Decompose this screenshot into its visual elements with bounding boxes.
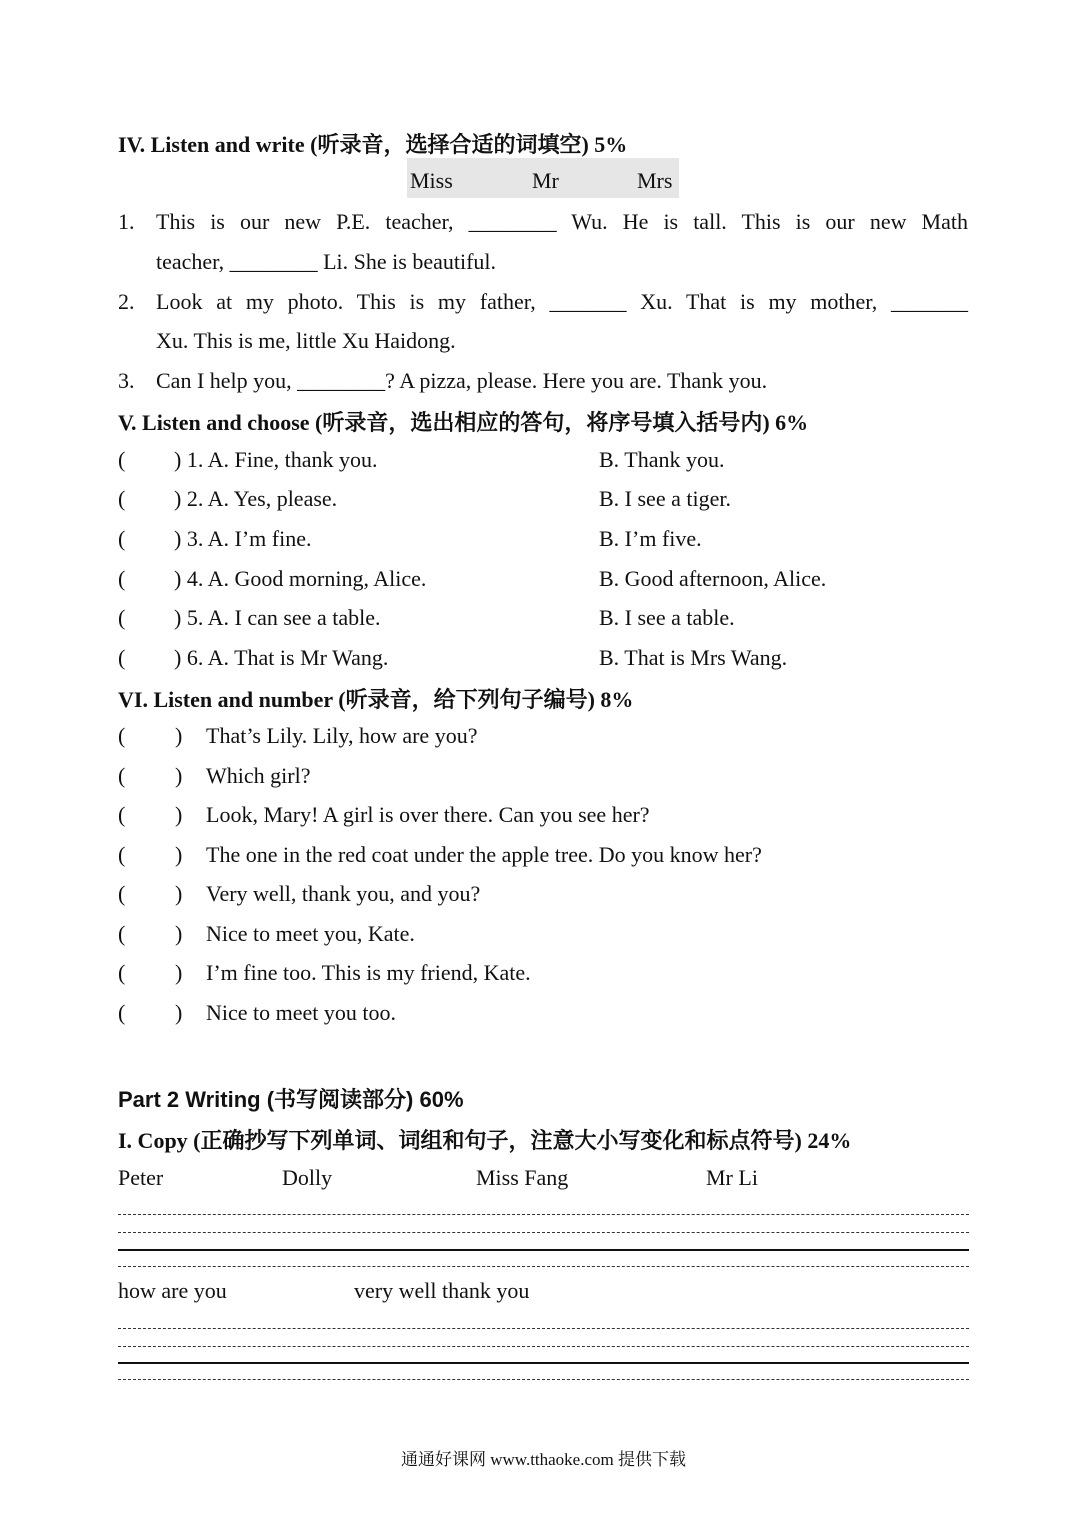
answer-paren: ( <box>118 566 126 591</box>
option-b: B. I see a tiger. <box>599 486 731 511</box>
option-a: ) 6. A. That is Mr Wang. <box>174 645 389 670</box>
section-iv-heading: IV. Listen and write (听录音，选择合适的词填空) 5% <box>118 132 628 157</box>
sentence: Look, Mary! A girl is over there. Can you see her? <box>206 802 650 827</box>
answer-paren-close: ) <box>175 960 183 985</box>
answer-paren-open: ( <box>118 1000 126 1025</box>
sentence: Very well, thank you, and you? <box>206 881 481 906</box>
answer-paren: ( <box>118 526 126 551</box>
option-a: ) 1. A. Fine, thank you. <box>174 447 378 472</box>
writing-baseline <box>118 1249 969 1251</box>
answer-paren-close: ) <box>175 842 183 867</box>
answer-paren-open: ( <box>118 723 126 748</box>
question-number: 2. <box>118 289 135 314</box>
answer-paren-open: ( <box>118 960 126 985</box>
word-bank-word: Mr <box>532 168 559 193</box>
writing-line-dashed <box>118 1214 969 1215</box>
option-b: B. Good afternoon, Alice. <box>599 566 827 591</box>
question-number: 3. <box>118 368 135 393</box>
sentence: I’m fine too. This is my friend, Kate. <box>206 960 531 985</box>
sentence: Nice to meet you too. <box>206 1000 397 1025</box>
answer-paren-open: ( <box>118 921 126 946</box>
copy-phrase: very well thank you <box>354 1278 530 1303</box>
word-bank <box>407 158 679 198</box>
option-a: ) 5. A. I can see a table. <box>174 605 381 630</box>
answer-paren-close: ) <box>175 802 183 827</box>
copy-phrase: how are you <box>118 1278 227 1303</box>
answer-paren-close: ) <box>175 723 183 748</box>
question-text: Can I help you, ________? A pizza, please. Here you are. Thank you. <box>156 368 768 393</box>
section-v-heading: V. Listen and choose (听录音，选出相应的答句，将序号填入括号内) 6% <box>118 410 809 435</box>
answer-paren-close: ) <box>175 1000 183 1025</box>
answer-paren-open: ( <box>118 842 126 867</box>
answer-paren-open: ( <box>118 881 126 906</box>
writing-line-dashed <box>118 1379 969 1380</box>
question-text: This is our new P.E. teacher, ________ Wu. He is tall. This is our new Math <box>156 209 968 234</box>
question-text: teacher, ________ Li. She is beautiful. <box>156 249 497 274</box>
option-a: ) 4. A. Good morning, Alice. <box>174 566 427 591</box>
footer-credit: 通通好课网 www.tthaoke.com 提供下载 <box>400 1450 687 1469</box>
answer-paren: ( <box>118 645 126 670</box>
sentence: That’s Lily. Lily, how are you? <box>206 723 478 748</box>
question-text: Look at my photo. This is my father, _______ Xu. That is my mother, _______ <box>156 289 968 314</box>
sentence: The one in the red coat under the apple tree. Do you know her? <box>206 842 762 867</box>
sentence: Which girl? <box>206 763 311 788</box>
copy-word: Miss Fang <box>476 1165 569 1190</box>
option-b: B. Thank you. <box>599 447 725 472</box>
option-b: B. I’m five. <box>599 526 702 551</box>
copy-word: Mr Li <box>706 1165 758 1190</box>
option-a: ) 2. A. Yes, please. <box>174 486 338 511</box>
answer-paren: ( <box>118 486 126 511</box>
answer-paren: ( <box>118 447 126 472</box>
writing-baseline <box>118 1362 969 1364</box>
answer-paren-close: ) <box>175 881 183 906</box>
answer-paren-open: ( <box>118 802 126 827</box>
option-a: ) 3. A. I’m fine. <box>174 526 312 551</box>
sentence: Nice to meet you, Kate. <box>206 921 415 946</box>
question-number: 1. <box>118 209 135 234</box>
question-text: Xu. This is me, little Xu Haidong. <box>156 328 456 353</box>
option-b: B. That is Mrs Wang. <box>599 645 788 670</box>
writing-line-dashed <box>118 1346 969 1347</box>
word-bank-word: Mrs <box>637 168 673 193</box>
option-b: B. I see a table. <box>599 605 735 630</box>
copy-word: Peter <box>118 1165 164 1190</box>
answer-paren-close: ) <box>175 921 183 946</box>
part2-heading: Part 2 Writing (书写阅读部分) 60% <box>118 1087 464 1112</box>
writing-line-dashed <box>118 1266 969 1267</box>
section-i-heading: I. Copy (正确抄写下列单词、词组和句子，注意大小写变化和标点符号) 24% <box>118 1128 852 1153</box>
answer-paren-close: ) <box>175 763 183 788</box>
word-bank-word: Miss <box>410 168 453 193</box>
writing-line-dashed <box>118 1232 969 1233</box>
answer-paren: ( <box>118 605 126 630</box>
section-vi-heading: VI. Listen and number (听录音，给下列句子编号) 8% <box>118 687 634 712</box>
answer-paren-open: ( <box>118 763 126 788</box>
copy-word: Dolly <box>282 1165 333 1190</box>
writing-line-dashed <box>118 1328 969 1329</box>
